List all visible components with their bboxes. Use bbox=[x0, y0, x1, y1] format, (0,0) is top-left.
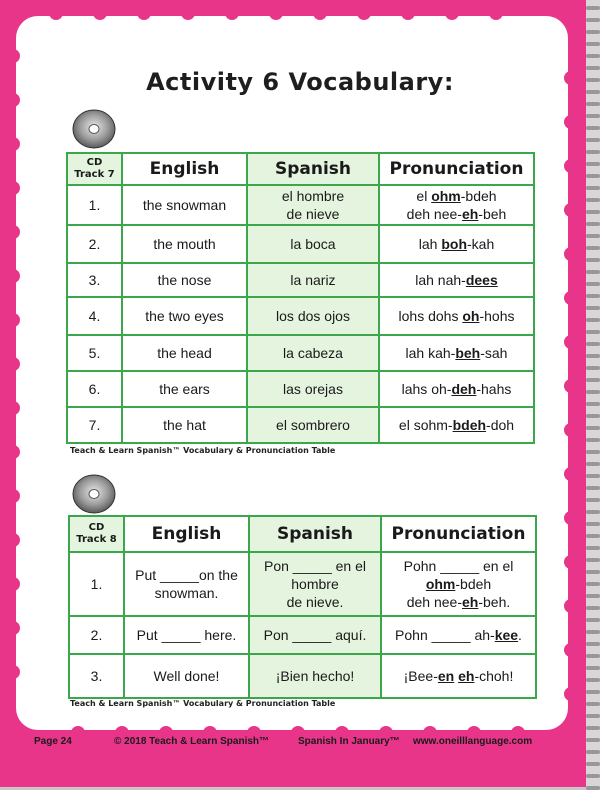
spiral-ring bbox=[586, 150, 600, 154]
spiral-ring bbox=[586, 6, 600, 10]
spiral-ring bbox=[586, 762, 600, 766]
english-cell: the snowman bbox=[122, 185, 247, 225]
spiral-ring bbox=[586, 354, 600, 358]
spiral-ring bbox=[586, 546, 600, 550]
spiral-ring bbox=[586, 306, 600, 310]
scallop-bump bbox=[16, 489, 20, 503]
stressed-syllable: oh bbox=[462, 308, 480, 324]
row-number: 2. bbox=[67, 225, 122, 263]
cd-icon bbox=[72, 107, 116, 151]
footer-copyright: © 2018 Teach & Learn Spanish™ bbox=[114, 736, 270, 747]
spiral-ring bbox=[586, 18, 600, 22]
scallop-bump bbox=[49, 16, 63, 20]
scallop-bump bbox=[313, 16, 327, 20]
syllable-text: -bdeh deh nee- bbox=[406, 576, 492, 610]
spiral-ring bbox=[586, 666, 600, 670]
spiral-ring bbox=[586, 174, 600, 178]
scallop-bump bbox=[203, 726, 217, 730]
spiral-ring bbox=[586, 414, 600, 418]
spiral-ring bbox=[586, 474, 600, 478]
table-row bbox=[67, 225, 534, 263]
syllable-text: -beh bbox=[478, 206, 507, 222]
scallop-bump bbox=[137, 16, 151, 20]
scallop-bump bbox=[564, 643, 568, 657]
scallop-bump bbox=[564, 379, 568, 393]
scallop-bump bbox=[269, 16, 283, 20]
scallop-bump bbox=[16, 445, 20, 459]
pronunciation-cell bbox=[381, 552, 536, 616]
header-pronunciation: Pronunciation bbox=[381, 516, 536, 552]
stressed-syllable: ohm bbox=[425, 576, 456, 592]
spiral-ring bbox=[586, 702, 600, 706]
scallop-bump bbox=[16, 313, 20, 327]
scallop-bump bbox=[379, 726, 393, 730]
syllable-text: -kah bbox=[467, 236, 495, 252]
spiral-ring bbox=[586, 498, 600, 502]
spiral-ring bbox=[586, 246, 600, 250]
spiral-ring bbox=[586, 366, 600, 370]
syllable-text: . bbox=[518, 627, 522, 643]
scallop-bump bbox=[181, 16, 195, 20]
stressed-syllable: kee bbox=[494, 627, 519, 643]
table-row bbox=[69, 552, 536, 616]
syllable-text: ¡Bee- bbox=[403, 668, 438, 684]
spiral-ring bbox=[586, 54, 600, 58]
table-row bbox=[67, 335, 534, 371]
english-cell: Put _____ here. bbox=[124, 616, 249, 654]
spanish-cell: la nariz bbox=[247, 263, 379, 297]
stressed-syllable: eh bbox=[461, 206, 479, 222]
pronunciation-cell bbox=[379, 371, 534, 407]
spiral-ring bbox=[586, 222, 600, 226]
scallop-bump bbox=[291, 726, 305, 730]
scallop-bump bbox=[357, 16, 371, 20]
spanish-cell: la boca bbox=[247, 225, 379, 263]
row-number: 3. bbox=[69, 654, 124, 698]
spiral-ring bbox=[586, 678, 600, 682]
syllable-text: lah bbox=[418, 236, 442, 252]
stressed-syllable: eh bbox=[462, 594, 479, 610]
row-number: 5. bbox=[67, 335, 122, 371]
pronunciation-cell bbox=[379, 407, 534, 443]
table-row bbox=[67, 297, 534, 335]
spanish-cell: las orejas bbox=[247, 371, 379, 407]
row-number: 7. bbox=[67, 407, 122, 443]
spiral-ring bbox=[586, 534, 600, 538]
footer-page-number: Page 24 bbox=[34, 736, 72, 747]
spiral-ring bbox=[586, 342, 600, 346]
table-caption: Teach & Learn Spanish™ Vocabulary & Pronunciation Table bbox=[70, 446, 336, 455]
spanish-cell: Pon _____ aquí. bbox=[249, 616, 381, 654]
row-number: 6. bbox=[67, 371, 122, 407]
scallop-bump bbox=[16, 225, 20, 239]
spiral-ring bbox=[586, 486, 600, 490]
row-number: 1. bbox=[67, 185, 122, 225]
scallop-bump bbox=[71, 726, 85, 730]
scallop-bump bbox=[564, 247, 568, 261]
scallop-bump bbox=[16, 49, 20, 63]
pronunciation-cell bbox=[379, 263, 534, 297]
spiral-ring bbox=[586, 330, 600, 334]
spiral-ring bbox=[586, 438, 600, 442]
syllable-text: Pohn _____ ah- bbox=[395, 627, 495, 643]
table-row bbox=[69, 616, 536, 654]
table-row bbox=[67, 185, 534, 225]
spanish-cell: ¡Bien hecho! bbox=[249, 654, 381, 698]
spiral-ring bbox=[586, 138, 600, 142]
syllable-text: -hohs bbox=[479, 308, 515, 324]
spiral-ring bbox=[586, 162, 600, 166]
scallop-bump bbox=[467, 726, 481, 730]
spiral-ring bbox=[586, 42, 600, 46]
spiral-ring bbox=[586, 378, 600, 382]
scallop-bump bbox=[16, 137, 20, 151]
spiral-ring bbox=[586, 750, 600, 754]
english-cell: the mouth bbox=[122, 225, 247, 263]
scallop-bump bbox=[564, 599, 568, 613]
scallop-bump bbox=[564, 335, 568, 349]
header-english: English bbox=[124, 516, 249, 552]
scallop-bump bbox=[564, 511, 568, 525]
spiral-ring bbox=[586, 198, 600, 202]
spiral-ring bbox=[586, 642, 600, 646]
scallop-bump bbox=[159, 726, 173, 730]
cd-icon bbox=[72, 472, 116, 516]
scallop-bump bbox=[564, 291, 568, 305]
syllable-text: -doh bbox=[486, 417, 515, 433]
scallop-bump bbox=[511, 726, 525, 730]
scallop-bump bbox=[16, 621, 20, 635]
spiral-ring bbox=[586, 618, 600, 622]
scallop-bump bbox=[423, 726, 437, 730]
table-row bbox=[67, 407, 534, 443]
stressed-syllable: eh bbox=[458, 668, 475, 684]
english-cell: the hat bbox=[122, 407, 247, 443]
scallop-bump bbox=[489, 16, 503, 20]
english-cell: Put _____on the snowman. bbox=[124, 552, 249, 616]
scallop-bump bbox=[564, 203, 568, 217]
spiral-ring bbox=[586, 114, 600, 118]
stressed-syllable: en bbox=[437, 668, 455, 684]
footer-book-title: Spanish In January™ bbox=[298, 736, 400, 747]
syllable-text: -sah bbox=[480, 345, 508, 361]
pronunciation-cell bbox=[379, 185, 534, 225]
table-caption: Teach & Learn Spanish™ Vocabulary & Pronunciation Table bbox=[70, 699, 336, 708]
syllable-text: el bbox=[416, 188, 432, 204]
spiral-ring bbox=[586, 450, 600, 454]
scallop-bump bbox=[16, 577, 20, 591]
spiral-ring bbox=[586, 282, 600, 286]
spiral-ring bbox=[586, 654, 600, 658]
spiral-ring bbox=[586, 102, 600, 106]
spanish-cell: el hombre de nieve bbox=[247, 185, 379, 225]
spiral-ring bbox=[586, 558, 600, 562]
syllable-text: -hahs bbox=[476, 381, 512, 397]
syllable-text: lohs dohs bbox=[398, 308, 463, 324]
spiral-ring bbox=[586, 582, 600, 586]
scallop-bump bbox=[16, 665, 20, 679]
english-cell: the head bbox=[122, 335, 247, 371]
syllable-text: lah kah- bbox=[405, 345, 456, 361]
pronunciation-cell bbox=[381, 654, 536, 698]
stressed-syllable: bdeh bbox=[452, 417, 487, 433]
spiral-ring bbox=[586, 774, 600, 778]
syllable-text: -bdeh deh nee- bbox=[406, 188, 497, 222]
spiral-ring bbox=[586, 606, 600, 610]
spiral-ring bbox=[586, 522, 600, 526]
row-number: 1. bbox=[69, 552, 124, 616]
scallop-bump bbox=[335, 726, 349, 730]
header-cd-track: CD Track 7 bbox=[67, 153, 122, 185]
scallop-bump bbox=[115, 726, 129, 730]
header-spanish: Spanish bbox=[249, 516, 381, 552]
stressed-syllable: dees bbox=[465, 272, 498, 288]
spiral-ring bbox=[586, 570, 600, 574]
pronunciation-cell bbox=[379, 225, 534, 263]
syllable-text: -choh! bbox=[474, 668, 514, 684]
syllable-text: Pohn _____ en el bbox=[403, 558, 514, 574]
pronunciation-cell bbox=[381, 616, 536, 654]
pronunciation-cell bbox=[379, 335, 534, 371]
scallop-bump bbox=[564, 555, 568, 569]
spiral-ring bbox=[586, 318, 600, 322]
spiral-binding bbox=[586, 0, 600, 787]
spanish-cell: los dos ojos bbox=[247, 297, 379, 335]
spiral-ring bbox=[586, 510, 600, 514]
english-cell: the ears bbox=[122, 371, 247, 407]
english-cell: Well done! bbox=[124, 654, 249, 698]
stressed-syllable: boh bbox=[441, 236, 467, 252]
spanish-cell: Pon _____ en el hombre de nieve. bbox=[249, 552, 381, 616]
scallop-bump bbox=[564, 423, 568, 437]
scallop-bump bbox=[93, 16, 107, 20]
syllable-text: el sohm- bbox=[398, 417, 453, 433]
spiral-ring bbox=[586, 690, 600, 694]
syllable-text: lahs oh- bbox=[401, 381, 452, 397]
row-number: 3. bbox=[67, 263, 122, 297]
spiral-ring bbox=[586, 258, 600, 262]
syllable-text: -beh. bbox=[478, 594, 511, 610]
spiral-ring bbox=[586, 738, 600, 742]
spiral-ring bbox=[586, 462, 600, 466]
header-cd-track: CD Track 8 bbox=[69, 516, 124, 552]
stressed-syllable: deh bbox=[451, 381, 477, 397]
page-title: Activity 6 Vocabulary: bbox=[146, 68, 454, 96]
table-row bbox=[67, 263, 534, 297]
spiral-ring bbox=[586, 234, 600, 238]
stressed-syllable: beh bbox=[455, 345, 481, 361]
row-number: 4. bbox=[67, 297, 122, 335]
stressed-syllable: ohm bbox=[431, 188, 461, 204]
spiral-ring bbox=[586, 402, 600, 406]
spiral-ring bbox=[586, 186, 600, 190]
spiral-ring bbox=[586, 270, 600, 274]
scallop-bump bbox=[445, 16, 459, 20]
spiral-ring bbox=[586, 294, 600, 298]
vocabulary-table-track-7 bbox=[66, 152, 535, 444]
table-row bbox=[69, 654, 536, 698]
english-cell: the nose bbox=[122, 263, 247, 297]
scallop-bump bbox=[564, 687, 568, 701]
row-number: 2. bbox=[69, 616, 124, 654]
syllable-text: lah nah- bbox=[415, 272, 466, 288]
header-spanish: Spanish bbox=[247, 153, 379, 185]
header-english: English bbox=[122, 153, 247, 185]
scallop-bump bbox=[16, 269, 20, 283]
spiral-ring bbox=[586, 426, 600, 430]
table-row bbox=[67, 371, 534, 407]
spiral-ring bbox=[586, 30, 600, 34]
spiral-ring bbox=[586, 630, 600, 634]
scallop-bump bbox=[225, 16, 239, 20]
spiral-ring bbox=[586, 726, 600, 730]
spanish-cell: la cabeza bbox=[247, 335, 379, 371]
scallop-bump bbox=[16, 401, 20, 415]
spiral-ring bbox=[586, 594, 600, 598]
scallop-bump bbox=[16, 357, 20, 371]
scallop-bump bbox=[564, 159, 568, 173]
vocabulary-table-track-8 bbox=[68, 515, 537, 699]
scallop-bump bbox=[564, 467, 568, 481]
footer-website: www.oneilllanguage.com bbox=[413, 736, 533, 747]
spiral-ring bbox=[586, 390, 600, 394]
spiral-ring bbox=[586, 126, 600, 130]
scallop-bump bbox=[247, 726, 261, 730]
scallop-bump bbox=[16, 533, 20, 547]
scallop-bump bbox=[16, 181, 20, 195]
spiral-ring bbox=[586, 210, 600, 214]
scallop-bump bbox=[401, 16, 415, 20]
spanish-cell: el sombrero bbox=[247, 407, 379, 443]
scallop-bump bbox=[564, 115, 568, 129]
english-cell: the two eyes bbox=[122, 297, 247, 335]
pronunciation-cell bbox=[379, 297, 534, 335]
header-pronunciation: Pronunciation bbox=[379, 153, 534, 185]
spiral-ring bbox=[586, 714, 600, 718]
